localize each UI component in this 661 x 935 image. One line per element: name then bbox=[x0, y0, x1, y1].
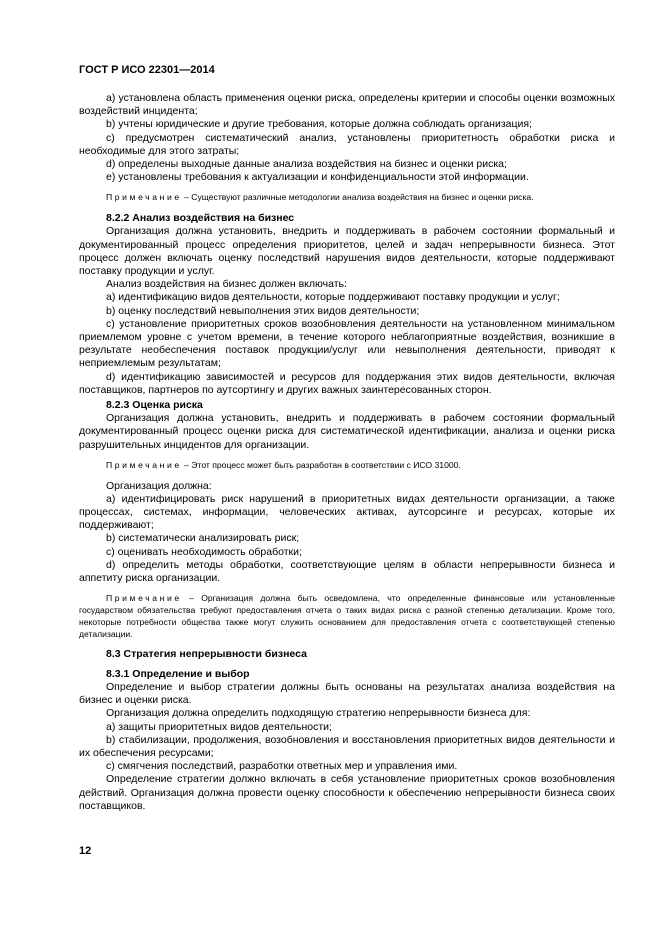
body-paragraph: d) определены выходные данные анализа воздействия на бизнес и оценки риска; bbox=[106, 158, 507, 171]
note-text: – Этот процесс может быть разработан в соответствии с ИСО 31000. bbox=[181, 459, 461, 470]
body-paragraph: b) систематически анализировать риск; bbox=[106, 532, 300, 545]
note-label: Примечание bbox=[106, 192, 182, 203]
body-paragraph: Организация должна установить, внедрить и поддерживать в рабочем состоянии формальный документированный процесс оценки риска для систематической идентификации, анализа и оценки риска разрушительных инцидентов для организации. bbox=[79, 412, 615, 451]
section-heading: 8.3 Стратегия непрерывности бизнеса bbox=[106, 648, 307, 661]
body-paragraph: a) установлена область применения оценки риска, определены критерии и способы оценки возможных воздействий инцидента; bbox=[79, 92, 615, 118]
body-paragraph: b) стабилизации, продолжения, возобновления и восстановления приоритетных видов деятельности и их обеспечения ресурсами; bbox=[79, 733, 615, 759]
body-paragraph: b) оценку последствий невыполнения этих видов деятельности; bbox=[106, 304, 420, 317]
body-paragraph: c) установление приоритетных сроков возобновления деятельности на установленном минимальном приемлемом уровне с учетом времени, в течение которого неблагоприятные воздействия, возникшие в результате необеспечения поставок продукции/услуг или невыполнения деятельности, приводят к неприемлемым результатам; bbox=[79, 317, 615, 370]
document-header: ГОСТ Р ИСО 22301—2014 bbox=[79, 64, 215, 76]
body-paragraph: Организация должна определить подходящую стратегию непрерывности бизнеса для: bbox=[106, 707, 531, 720]
body-paragraph: d) определить методы обработки, соответствующие целям в области непрерывности бизнеса и аппетиту риска организации. bbox=[79, 558, 615, 585]
note-paragraph bbox=[79, 593, 615, 640]
note-text: – Существуют различные методологии анализа воздействия на бизнес и оценки риска. bbox=[181, 192, 534, 203]
body-paragraph: a) идентифицировать риск нарушений в приоритетных видах деятельности организации, а также процессах, системах, информации, человеческих активах, аутсорсинге и ресурсах, которые их поддерживают; bbox=[79, 492, 615, 532]
document-body bbox=[79, 92, 615, 813]
body-paragraph: Анализ воздействия на бизнес должен включать: bbox=[106, 278, 347, 291]
note-paragraph bbox=[79, 460, 615, 472]
section-heading: 8.2.3 Оценка риска bbox=[106, 399, 203, 412]
body-paragraph: Организация должна: bbox=[106, 479, 212, 492]
section-heading: 8.3.1 Определение и выбор bbox=[106, 667, 250, 680]
body-paragraph: c) оценивать необходимость обработки; bbox=[106, 545, 302, 558]
body-paragraph: Организация должна установить, внедрить и поддерживать в рабочем состоянии формальный и документированный процесс определения приоритетов, целей и задач непрерывности бизнеса. Этот процесс должен включать оценку последствий нарушения видов деятельности, которые поддерживают поставку продукции и услуг. bbox=[79, 225, 615, 278]
body-paragraph: c) смягчения последствий, разработки ответных мер и управления ими. bbox=[106, 760, 458, 773]
page-number: 12 bbox=[79, 845, 92, 857]
body-paragraph: Определение и выбор стратегии должны быть основаны на результатах анализа воздействия на бизнес и оценки риска. bbox=[79, 680, 615, 707]
body-paragraph: b) учтены юридические и другие требования, которые должна соблюдать организация; bbox=[106, 118, 532, 131]
body-paragraph: e) установлены требования к актуализации и конфиденциальности этой информации. bbox=[106, 171, 529, 184]
note-label: Примечание bbox=[106, 593, 182, 604]
body-paragraph: Определение стратегии должно включать в себя установление приоритетных сроков возобновления действий. Организация должна провести оценку способности к обеспечению непрерывности бизнеса своих поставщиков. bbox=[79, 773, 615, 812]
note-label: Примечание bbox=[106, 459, 182, 470]
note-paragraph bbox=[79, 192, 615, 204]
body-paragraph: d) идентификацию зависимостей и ресурсов для поддержания этих видов деятельности, включая поставщиков, партнеров по аутсортингу и других важных заинтересованных сторон. bbox=[79, 370, 615, 396]
body-paragraph: c) предусмотрен систематический анализ, установлены приоритетность обработки риска и необходимые для этого затраты; bbox=[79, 131, 615, 157]
body-paragraph: a) идентификацию видов деятельности, которые поддерживают поставку продукции и услуг; bbox=[106, 291, 560, 304]
section-heading: 8.2.2 Анализ воздействия на бизнес bbox=[106, 212, 295, 225]
note-text: – Организация должна быть осведомлена, что определенные финансовые или установленные государством обязательства требуют предоставления отчета о таких видах риска с разной степенью детализации. Кроме того, некоторые потребности общества также могут служить основанием для предоставления отчета с соответствующей степенью детализации. bbox=[79, 593, 615, 639]
body-paragraph: a) защиты приоритетных видов деятельности; bbox=[106, 720, 332, 733]
